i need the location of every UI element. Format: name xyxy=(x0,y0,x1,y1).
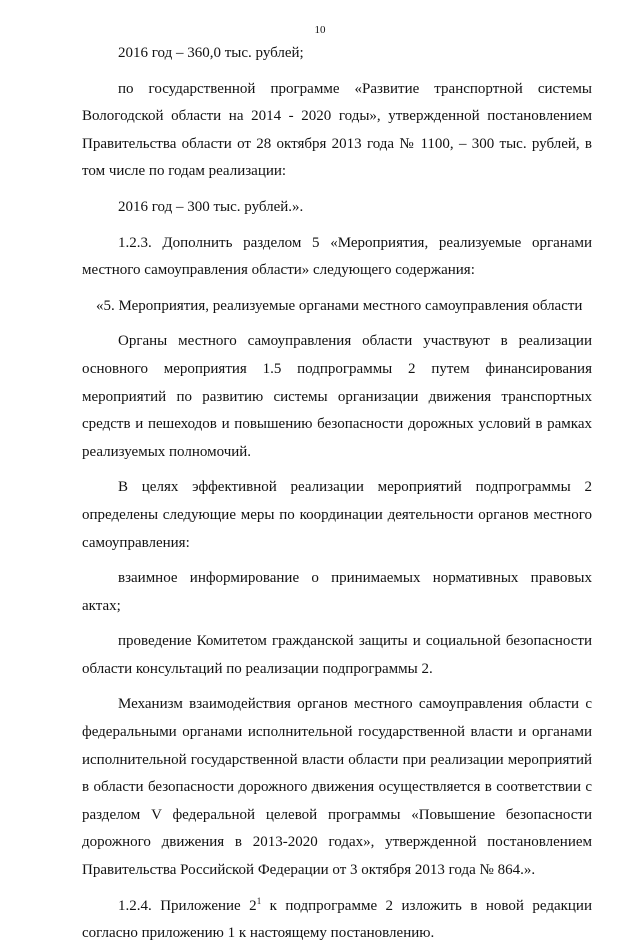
paragraph-year-2016-amount: 2016 год – 360,0 тыс. рублей; xyxy=(118,45,304,61)
paragraph-1-2-4-start: 1.2.4. Приложение 2 xyxy=(118,897,257,914)
section-5-heading: «5. Мероприятия, реализуемые органами местного самоуправления области xyxy=(96,297,583,314)
paragraph-transport-program: по государственной программе «Развитие транспортной системы Вологодской области на 2014 - 2020 годы», утвержденной постановлением Правительства области от 28 октября 2013 года № 1100, – 300 тыс. рублей, в том числе по годам реализации: xyxy=(82,80,592,180)
paragraph-1-2-4-end: к подпрограмме 2 изложить в новой редакции согласно приложению 1 к настоящему постановлению. xyxy=(82,897,592,942)
paragraph-1-2-4 xyxy=(82,893,592,948)
paragraph-coordination-measures: В целях эффективной реализации мероприятий подпрограммы 2 определены следующие меры по координации деятельности органов местного самоуправления: xyxy=(82,479,592,551)
page-number: 10 xyxy=(314,24,326,36)
document-body xyxy=(82,40,592,948)
paragraph-local-authorities: Органы местного самоуправления области участвуют в реализации основного мероприятия 1.5 подпрограммы 2 путем финансирования мероприятий по развитию системы организации движения транспортных средств и пешеходов и повышению безопасности дорожных условий в рамках реализуемых полномочий. xyxy=(82,333,592,460)
paragraph-year-2016-total: 2016 год – 300 тыс. рублей.». xyxy=(118,198,304,215)
paragraph-consultations: проведение Комитетом гражданской защиты и социальной безопасности области консультаций по реализации подпрограммы 2. xyxy=(82,633,592,677)
paragraph-interaction-mechanism: Механизм взаимодействия органов местного самоуправления области с федеральными органами исполнительной государственной власти и органами исполнительной государственной власти области при реализации мероприятий в области безопасности дорожного движения осуществляется в соответствии с разделом V федеральной целевой программы «Повышение безопасности дорожного движения в 2013-2020 годах», утвержденной постановлением Правительства Российской Федерации от 3 октября 2013 года № 864.». xyxy=(82,696,592,879)
paragraph-1-2-3: 1.2.3. Дополнить разделом 5 «Мероприятия, реализуемые органами местного самоуправления области» следующего содержания: xyxy=(82,234,592,279)
paragraph-mutual-information: взаимное информирование о принимаемых нормативных правовых актах; xyxy=(82,570,592,614)
appendix-superscript: 1 xyxy=(256,895,262,906)
